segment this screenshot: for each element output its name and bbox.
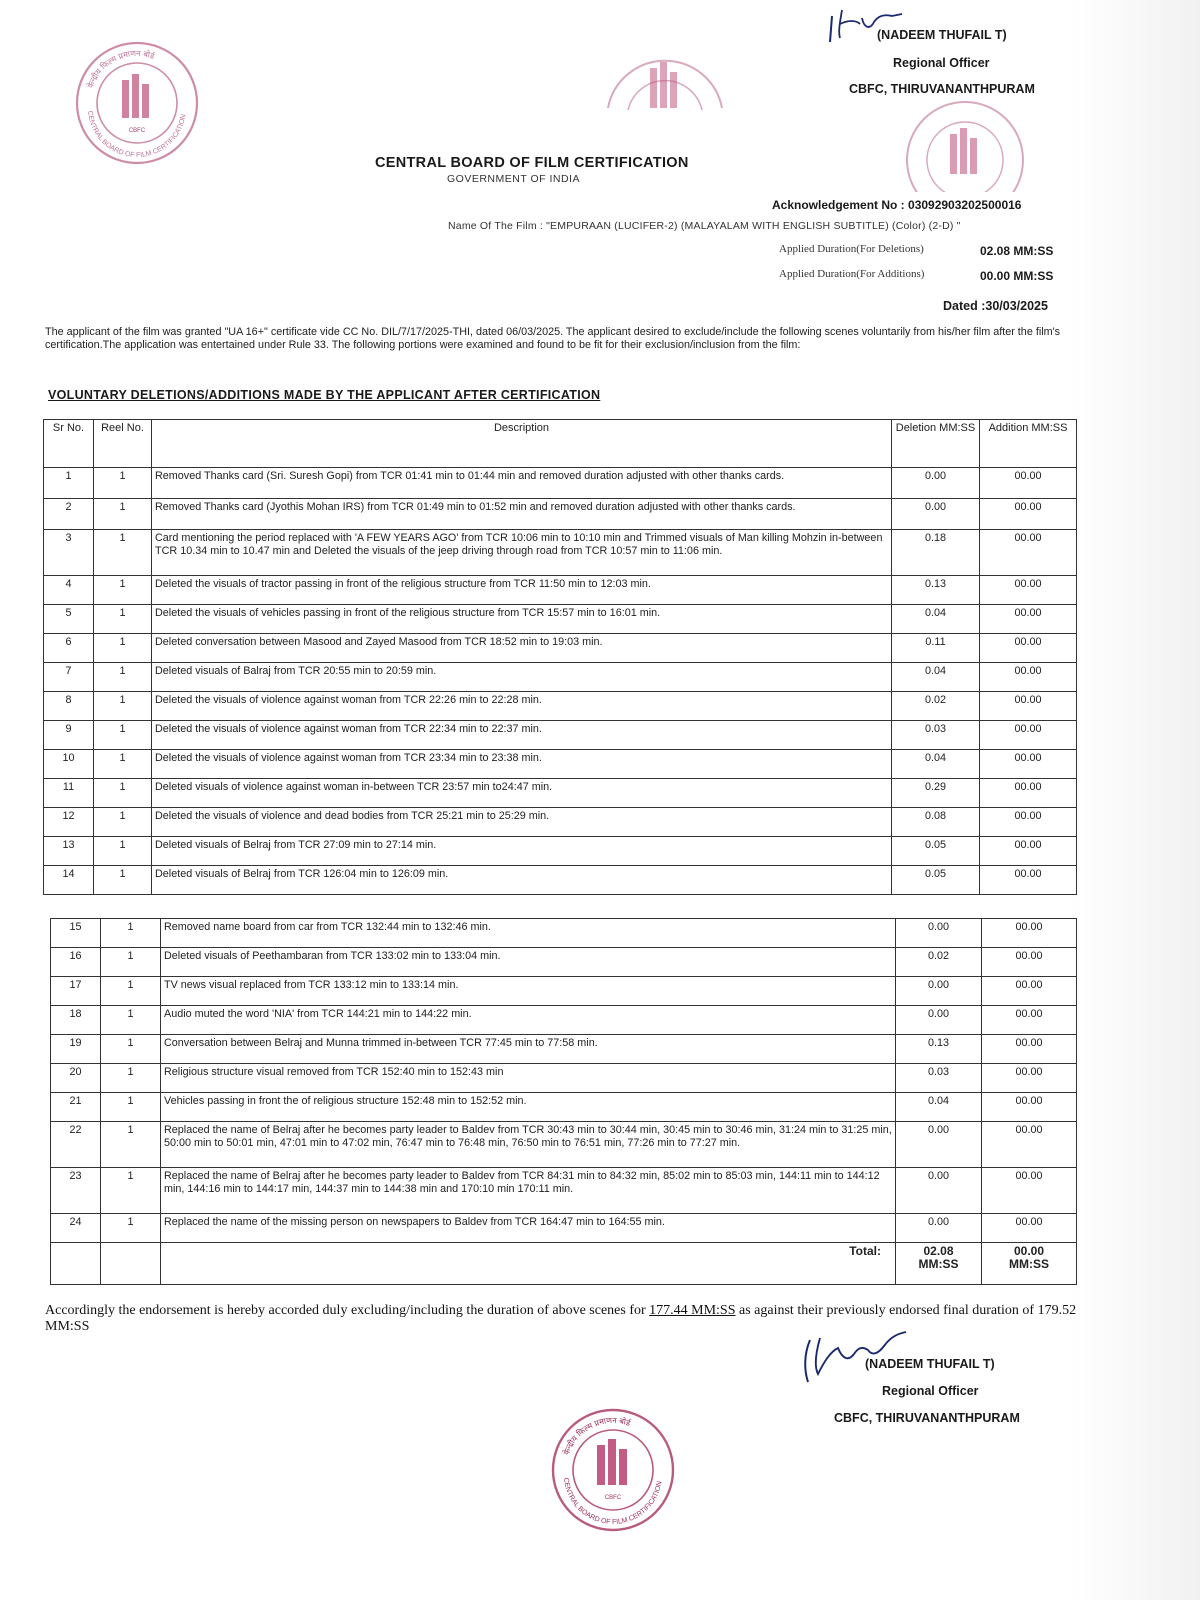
- deletions-table-part2: [50, 918, 1077, 1285]
- row-reel: 1: [101, 919, 161, 948]
- row-sr: 7: [44, 663, 94, 692]
- row-deletion: 0.04: [892, 663, 980, 692]
- table-row: [51, 977, 1077, 1006]
- header-deletion: Deletion MM:SS: [892, 420, 980, 468]
- total-addition: 00.00 MM:SS: [982, 1243, 1077, 1285]
- table-row: [44, 721, 1077, 750]
- row-description: Audio muted the word 'NIA' from TCR 144:21 min to 144:22 min.: [161, 1006, 896, 1035]
- table-row: [44, 837, 1077, 866]
- row-reel: 1: [101, 1035, 161, 1064]
- row-description: Deleted the visuals of violence and dead bodies from TCR 25:21 min to 25:29 min.: [152, 808, 892, 837]
- row-reel: 1: [101, 1168, 161, 1214]
- table-row: [51, 948, 1077, 977]
- row-addition: 00.00: [982, 1035, 1077, 1064]
- table-row: [51, 1064, 1077, 1093]
- row-reel: 1: [94, 663, 152, 692]
- row-reel: 1: [94, 808, 152, 837]
- row-addition: 00.00: [980, 866, 1077, 895]
- row-reel: 1: [101, 1006, 161, 1035]
- scan-shadow: [1070, 0, 1200, 1600]
- row-description: Religious structure visual removed from TCR 152:40 min to 152:43 min: [161, 1064, 896, 1093]
- section-title: VOLUNTARY DELETIONS/ADDITIONS MADE BY THE APPLICANT AFTER CERTIFICATION: [48, 388, 601, 402]
- row-sr: 6: [44, 634, 94, 663]
- table-row: [44, 663, 1077, 692]
- endorsed-duration: 177.44 MM:SS: [649, 1303, 736, 1318]
- row-sr: 11: [44, 779, 94, 808]
- table-row: [44, 576, 1077, 605]
- total-label: Total:: [161, 1243, 896, 1285]
- row-addition: 00.00: [980, 750, 1077, 779]
- row-deletion: 0.13: [892, 576, 980, 605]
- applied-additions-value: 00.00 MM:SS: [980, 269, 1054, 283]
- officer-name-top: (NADEEM THUFAIL T): [877, 28, 1007, 42]
- row-sr: 19: [51, 1035, 101, 1064]
- row-sr: 18: [51, 1006, 101, 1035]
- table-row: [44, 692, 1077, 721]
- row-sr: 23: [51, 1168, 101, 1214]
- row-addition: 00.00: [982, 1122, 1077, 1168]
- row-sr: 1: [44, 468, 94, 499]
- row-description: Conversation between Belraj and Munna trimmed in-between TCR 77:45 min to 77:58 min.: [161, 1035, 896, 1064]
- table-row: [51, 1006, 1077, 1035]
- row-deletion: 0.05: [892, 866, 980, 895]
- table-row: [44, 605, 1077, 634]
- row-addition: 00.00: [980, 499, 1077, 530]
- row-description: Deleted visuals of violence against woman in-between TCR 23:57 min to24:47 min.: [152, 779, 892, 808]
- officer-name-bottom: (NADEEM THUFAIL T): [865, 1357, 995, 1371]
- row-addition: 00.00: [980, 721, 1077, 750]
- board-subtitle: GOVERNMENT OF INDIA: [447, 173, 580, 185]
- row-description: Card mentioning the period replaced with 'A FEW YEARS AGO' from TCR 10:06 min to 10:10 min and Trimmed visuals of Man killing Mohzin in-between TCR 10.34 min to 10.47 min and Deleted the visuals of the jeep driving through road from TCR 10:57 min to 11:06 min.: [152, 530, 892, 576]
- row-reel: 1: [94, 837, 152, 866]
- row-description: Replaced the name of the missing person on newspapers to Baldev from TCR 164:47 min to 164:55 min.: [161, 1214, 896, 1243]
- row-sr: 20: [51, 1064, 101, 1093]
- row-addition: 00.00: [982, 1214, 1077, 1243]
- row-sr: 14: [44, 866, 94, 895]
- row-deletion: 0.05: [892, 837, 980, 866]
- cbfc-seal-top-left: [72, 38, 202, 168]
- row-reel: 1: [94, 605, 152, 634]
- table-row: [51, 1093, 1077, 1122]
- row-addition: 00.00: [980, 808, 1077, 837]
- row-addition: 00.00: [980, 576, 1077, 605]
- header-sr: Sr No.: [44, 420, 94, 468]
- row-reel: 1: [94, 721, 152, 750]
- row-deletion: 0.03: [892, 721, 980, 750]
- row-addition: 00.00: [980, 837, 1077, 866]
- row-sr: 4: [44, 576, 94, 605]
- signature-bottom: [800, 1318, 910, 1388]
- row-deletion: 0.08: [892, 808, 980, 837]
- row-sr: 5: [44, 605, 94, 634]
- row-sr: 21: [51, 1093, 101, 1122]
- row-addition: 00.00: [980, 779, 1077, 808]
- row-reel: 1: [94, 576, 152, 605]
- row-reel: 1: [101, 977, 161, 1006]
- deletions-table-part1: [43, 419, 1077, 895]
- officer-office-top: CBFC, THIRUVANANTHPURAM: [849, 82, 1035, 96]
- table-row: [51, 1168, 1077, 1214]
- row-description: Deleted the visuals of tractor passing in front of the religious structure from TCR 11:50 min to 12:03 min.: [152, 576, 892, 605]
- row-addition: 00.00: [982, 1168, 1077, 1214]
- row-reel: 1: [94, 530, 152, 576]
- row-addition: 00.00: [980, 634, 1077, 663]
- row-deletion: 0.18: [892, 530, 980, 576]
- svg-text:CBFC: CBFC: [128, 128, 146, 134]
- row-description: Removed name board from car from TCR 132:44 min to 132:46 min.: [161, 919, 896, 948]
- header-reel: Reel No.: [94, 420, 152, 468]
- svg-text:CENTRAL BOARD OF FILM CERTIFIC: CENTRAL BOARD OF FILM CERTIFICATION: [86, 110, 188, 160]
- row-reel: 1: [94, 634, 152, 663]
- acknowledgement-number: Acknowledgement No : 03092903202500016: [772, 198, 1022, 212]
- intro-paragraph: The applicant of the film was granted "UA 16+" certificate vide CC No. DIL/7/17/2025-THI, dated 06/03/2025. The applicant desired to exclude/include the following scenes voluntarily from his/her film after the film's certification.The application was entertained under Rule 33. The following portions were examined and found to be fit for their exclusion/inclusion from the film:: [45, 326, 1061, 351]
- dated: Dated :30/03/2025: [943, 299, 1048, 313]
- row-deletion: 0.13: [896, 1035, 982, 1064]
- row-description: Replaced the name of Belraj after he becomes party leader to Baldev from TCR 30:43 min to 30:44 min, 30:45 min to 30:46 min, 31:24 min to 31:25 min, 50:00 min to 50:01 min, 47:01 min to 47:02 min, 76:47 min to 76:48 min, 76:50 min to 76:51 min, 77:26 min to 77:27 min.: [161, 1122, 896, 1168]
- row-description: Deleted the visuals of violence against woman from TCR 23:34 min to 23:38 min.: [152, 750, 892, 779]
- row-description: Removed Thanks card (Jyothis Mohan IRS) from TCR 01:49 min to 01:52 min and removed duration adjusted with other thanks cards.: [152, 499, 892, 530]
- table-row: [44, 779, 1077, 808]
- row-reel: 1: [94, 750, 152, 779]
- table-row: [44, 866, 1077, 895]
- row-sr: 10: [44, 750, 94, 779]
- svg-text:CBFC: CBFC: [604, 1495, 622, 1501]
- row-addition: 00.00: [980, 468, 1077, 499]
- row-deletion: 0.04: [892, 750, 980, 779]
- row-description: Removed Thanks card (Sri. Suresh Gopi) from TCR 01:41 min to 01:44 min and removed duration adjusted with other thanks cards.: [152, 468, 892, 499]
- cbfc-seal-bottom: [548, 1405, 678, 1535]
- row-sr: 22: [51, 1122, 101, 1168]
- row-deletion: 0.04: [896, 1093, 982, 1122]
- row-addition: 00.00: [980, 605, 1077, 634]
- header-description: Description: [152, 420, 892, 468]
- row-addition: 00.00: [982, 1064, 1077, 1093]
- table-row: [51, 919, 1077, 948]
- row-deletion: 0.00: [896, 1122, 982, 1168]
- board-title: CENTRAL BOARD OF FILM CERTIFICATION: [375, 155, 689, 171]
- row-description: Replaced the name of Belraj after he becomes party leader to Baldev from TCR 84:31 min to 84:32 min, 85:02 min to 85:03 min, 144:11 min to 144:12 min, 144:16 min to 144:17 min, 144:37 min to 144:38 min and 170:10 min 170:11 min.: [161, 1168, 896, 1214]
- table-row: [44, 808, 1077, 837]
- cbfc-seal-top-right: [900, 100, 1030, 192]
- row-description: Vehicles passing in front the of religious structure 152:48 min to 152:52 min.: [161, 1093, 896, 1122]
- svg-text:केन्द्रीय फिल्म प्रमाणन बोर्ड: केन्द्रीय फिल्म प्रमाणन बोर्ड: [85, 48, 156, 90]
- total-row: [51, 1243, 1077, 1285]
- row-reel: 1: [101, 1214, 161, 1243]
- svg-text:CENTRAL BOARD OF FILM CERTIFIC: CENTRAL BOARD OF FILM CERTIFICATION: [562, 1477, 664, 1527]
- row-sr: 8: [44, 692, 94, 721]
- row-reel: 1: [101, 1122, 161, 1168]
- row-sr: 13: [44, 837, 94, 866]
- row-deletion: 0.02: [892, 692, 980, 721]
- row-description: Deleted visuals of Balraj from TCR 20:55 min to 20:59 min.: [152, 663, 892, 692]
- table-row: [51, 1214, 1077, 1243]
- row-description: Deleted visuals of Peethambaran from TCR 133:02 min to 133:04 min.: [161, 948, 896, 977]
- table-row: [44, 499, 1077, 530]
- row-description: Deleted the visuals of violence against woman from TCR 22:34 min to 22:37 min.: [152, 721, 892, 750]
- row-addition: 00.00: [980, 692, 1077, 721]
- row-addition: 00.00: [982, 919, 1077, 948]
- officer-role-top: Regional Officer: [893, 56, 990, 70]
- row-deletion: 0.00: [896, 1006, 982, 1035]
- table-row: [44, 530, 1077, 576]
- row-deletion: 0.00: [896, 977, 982, 1006]
- row-addition: 00.00: [982, 1006, 1077, 1035]
- row-reel: 1: [94, 499, 152, 530]
- applied-deletions-value: 02.08 MM:SS: [980, 244, 1054, 258]
- row-deletion: 0.04: [892, 605, 980, 634]
- header-addition: Addition MM:SS: [980, 420, 1077, 468]
- row-deletion: 0.00: [896, 1214, 982, 1243]
- row-deletion: 0.29: [892, 779, 980, 808]
- row-sr: 3: [44, 530, 94, 576]
- officer-office-bottom: CBFC, THIRUVANANTHPURAM: [834, 1411, 1020, 1425]
- officer-role-bottom: Regional Officer: [882, 1384, 979, 1398]
- row-reel: 1: [94, 468, 152, 499]
- endorsement-text: Accordingly the endorsement is hereby accorded duly excluding/including the duration of above scenes for 177.44 MM:SS as against their previously endorsed final duration of 179.52 MM:SS: [45, 1303, 1077, 1334]
- total-deletion: 02.08 MM:SS: [896, 1243, 982, 1285]
- table-header-row: [44, 420, 1077, 468]
- row-deletion: 0.03: [896, 1064, 982, 1093]
- row-reel: 1: [101, 1093, 161, 1122]
- row-addition: 00.00: [980, 663, 1077, 692]
- row-description: Deleted conversation between Masood and Zayed Masood from TCR 18:52 min to 19:03 min.: [152, 634, 892, 663]
- row-sr: 24: [51, 1214, 101, 1243]
- row-sr: 15: [51, 919, 101, 948]
- row-sr: 17: [51, 977, 101, 1006]
- row-deletion: 0.00: [892, 499, 980, 530]
- row-addition: 00.00: [982, 1093, 1077, 1122]
- row-description: TV news visual replaced from TCR 133:12 min to 133:14 min.: [161, 977, 896, 1006]
- table-row: [44, 468, 1077, 499]
- row-reel: 1: [94, 692, 152, 721]
- row-deletion: 0.00: [896, 919, 982, 948]
- table-row: [51, 1035, 1077, 1064]
- row-deletion: 0.11: [892, 634, 980, 663]
- row-addition: 00.00: [982, 948, 1077, 977]
- row-description: Deleted the visuals of vehicles passing in front of the religious structure from TCR 15:57 min to 16:01 min.: [152, 605, 892, 634]
- film-name: Name Of The Film : "EMPURAAN (LUCIFER-2) (MALAYALAM WITH ENGLISH SUBTITLE) (Color) (2-D) ": [448, 220, 961, 232]
- row-description: Deleted visuals of Belraj from TCR 126:04 min to 126:09 min.: [152, 866, 892, 895]
- row-sr: 2: [44, 499, 94, 530]
- table-row: [44, 634, 1077, 663]
- row-reel: 1: [94, 779, 152, 808]
- row-addition: 00.00: [982, 977, 1077, 1006]
- table-row: [51, 1122, 1077, 1168]
- svg-text:केन्द्रीय फिल्म प्रमाणन बोर्ड: केन्द्रीय फिल्म प्रमाणन बोर्ड: [561, 1415, 632, 1457]
- row-reel: 1: [101, 948, 161, 977]
- applied-additions-label: Applied Duration(For Additions): [779, 268, 925, 280]
- cbfc-seal-top-center: [600, 38, 730, 118]
- row-description: Deleted the visuals of violence against woman from TCR 22:26 min to 22:28 min.: [152, 692, 892, 721]
- row-deletion: 0.00: [892, 468, 980, 499]
- row-sr: 12: [44, 808, 94, 837]
- row-description: Deleted visuals of Belraj from TCR 27:09 min to 27:14 min.: [152, 837, 892, 866]
- row-deletion: 0.02: [896, 948, 982, 977]
- row-sr: 16: [51, 948, 101, 977]
- table-row: [44, 750, 1077, 779]
- row-deletion: 0.00: [896, 1168, 982, 1214]
- row-reel: 1: [94, 866, 152, 895]
- row-sr: 9: [44, 721, 94, 750]
- applied-deletions-label: Applied Duration(For Deletions): [779, 243, 924, 255]
- row-reel: 1: [101, 1064, 161, 1093]
- row-addition: 00.00: [980, 530, 1077, 576]
